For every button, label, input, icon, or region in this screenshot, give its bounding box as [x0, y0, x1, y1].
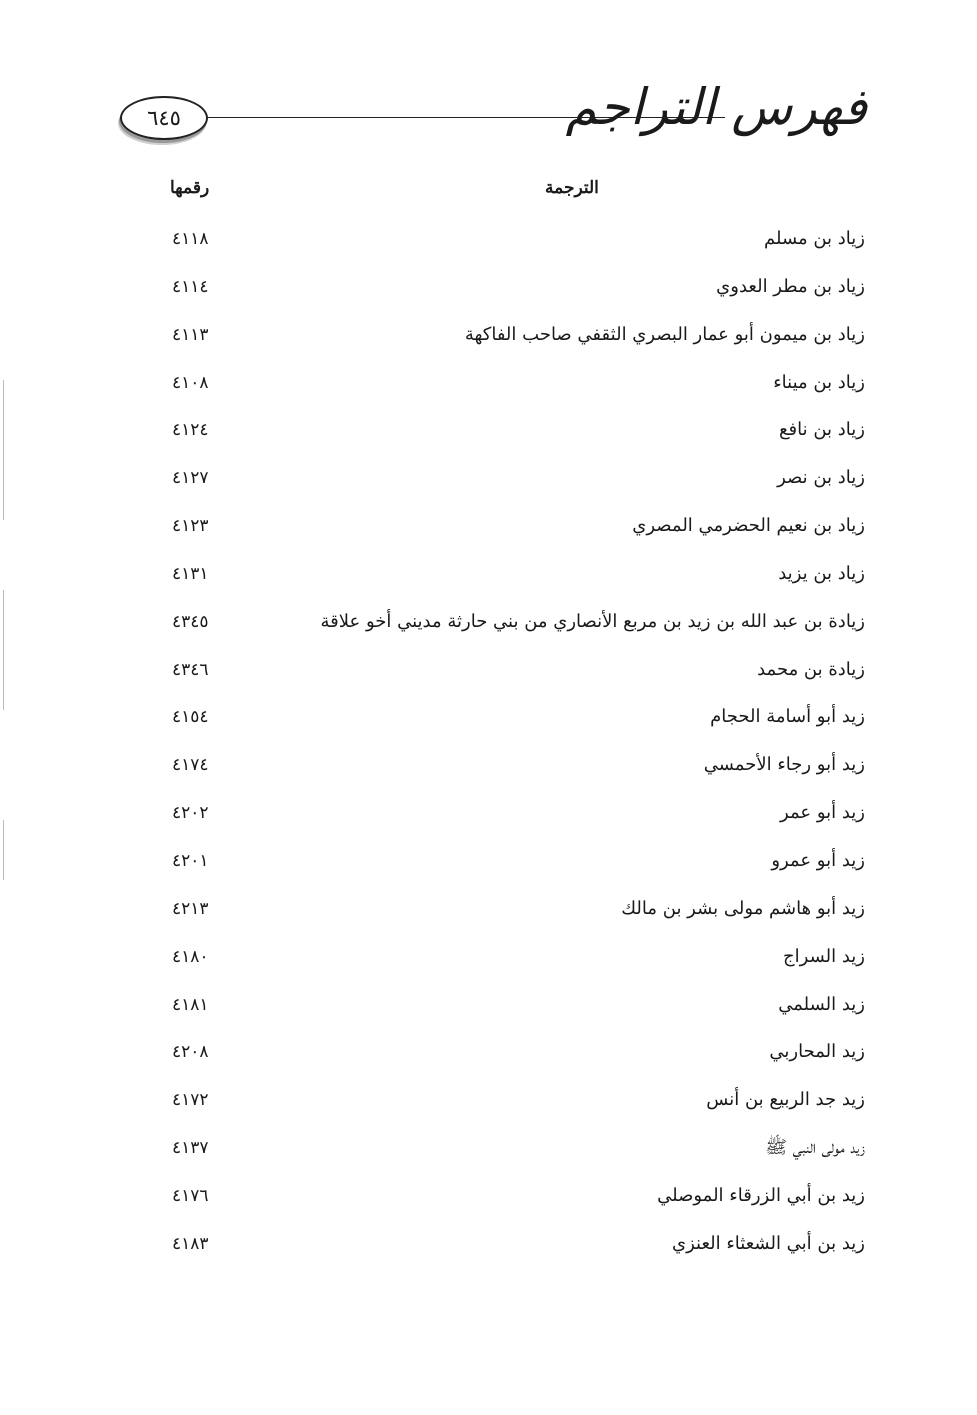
entry-name: زيادة بن محمد — [757, 658, 865, 680]
entry-number: ٤٢٠١ — [172, 850, 209, 871]
entry-name: زياد بن يزيد — [778, 562, 865, 584]
list-item — [0, 368, 977, 416]
entry-number: ٤١٧٢ — [172, 1090, 209, 1111]
entry-number: ٤١٣٧ — [172, 1138, 209, 1159]
list-item — [0, 798, 977, 846]
list-item — [0, 894, 977, 942]
entry-name: زيد بن أبي الزرقاء الموصلي — [657, 1184, 865, 1206]
scan-mark — [3, 380, 4, 520]
list-item — [0, 224, 977, 272]
entry-name: زياد بن نصر — [777, 467, 865, 489]
header-rule — [200, 117, 725, 118]
list-item — [0, 463, 977, 511]
list-item — [0, 559, 977, 607]
list-item — [0, 990, 977, 1038]
list-item — [0, 1181, 977, 1229]
entry-name: زيد أبو أسامة الحجام — [710, 706, 865, 728]
list-item — [0, 607, 977, 655]
entry-number: ٤١٥٤ — [172, 707, 209, 728]
entry-name: زياد بن ميمون أبو عمار البصري الثقفي صاحب الفاكهة — [464, 323, 865, 345]
entry-number: ٤٢٠٨ — [172, 1042, 209, 1063]
entry-name: زياد بن نافع — [778, 419, 865, 441]
entry-number: ٤١٢٤ — [172, 420, 209, 441]
entry-name: زيد أبو هاشم مولى بشر بن مالك — [621, 897, 865, 919]
entry-name: زيد جد الربيع بن أنس — [706, 1089, 865, 1111]
entry-number: ٤١١٤ — [172, 276, 209, 297]
entry-number: ٤٢١٣ — [172, 898, 209, 919]
entry-number: ٤١٢٧ — [172, 468, 209, 489]
entries-list — [0, 224, 977, 1277]
list-item — [0, 846, 977, 894]
list-item — [0, 702, 977, 750]
scan-mark — [3, 820, 4, 880]
list-item — [0, 750, 977, 798]
column-header-name: الترجمة — [545, 178, 599, 198]
entry-number: ٤١٧٤ — [172, 755, 209, 776]
entry-number: ٤١١٨ — [172, 229, 209, 249]
list-item — [0, 320, 977, 368]
page-number-badge: ٦٤٥ — [120, 96, 208, 140]
entry-number: ٤٣٤٦ — [172, 659, 209, 680]
entry-number: ٤١١٣ — [172, 324, 209, 345]
column-header-number: رقمها — [170, 178, 210, 198]
scan-mark — [3, 590, 4, 710]
entry-number: ٤٣٤٥ — [172, 611, 209, 632]
entry-number: ٤١٣١ — [172, 563, 209, 584]
entry-name: زيد أبو عمر — [780, 802, 865, 824]
list-item — [0, 942, 977, 990]
entry-number: ٤١٠٨ — [172, 372, 209, 393]
list-item — [0, 1229, 977, 1277]
entry-name: زياد بن مطر العدوي — [716, 275, 865, 297]
list-item — [0, 511, 977, 559]
entry-name: زيد السلمي — [778, 993, 865, 1015]
entry-name: زيد أبو عمرو — [771, 849, 865, 871]
page-header-title: فهرس التراجم — [565, 78, 867, 136]
list-item — [0, 1133, 977, 1181]
list-item — [0, 415, 977, 463]
entry-number: ٤١٨٠ — [172, 946, 209, 967]
entry-number: ٤١٧٦ — [172, 1185, 209, 1206]
entry-name: زياد بن ميناء — [773, 371, 865, 393]
list-item — [0, 272, 977, 320]
entry-name: زيد السراج — [783, 945, 865, 967]
list-item — [0, 1085, 977, 1133]
entry-number: ٤١٨٣ — [172, 1233, 209, 1254]
entry-number: ٤٢٠٢ — [172, 803, 209, 824]
entry-name: زيد بن أبي الشعثاء العنزي — [672, 1232, 865, 1254]
entry-name: زيادة بن عبد الله بن زيد بن مربع الأنصاري من بني حارثة مديني أخو علاقة — [320, 610, 865, 632]
entry-number: ٤١٢٣ — [172, 516, 209, 537]
entry-name: زيد مولى النبي ﷺ — [765, 1137, 865, 1159]
list-item — [0, 655, 977, 703]
entry-name: زيد أبو رجاء الأحمسي — [703, 754, 865, 776]
entry-name: زياد بن مسلم — [764, 228, 865, 249]
entry-number: ٤١٨١ — [172, 994, 209, 1015]
entry-name: زيد المحاربي — [769, 1041, 865, 1063]
entry-name: زياد بن نعيم الحضرمي المصري — [632, 515, 865, 537]
list-item — [0, 1037, 977, 1085]
